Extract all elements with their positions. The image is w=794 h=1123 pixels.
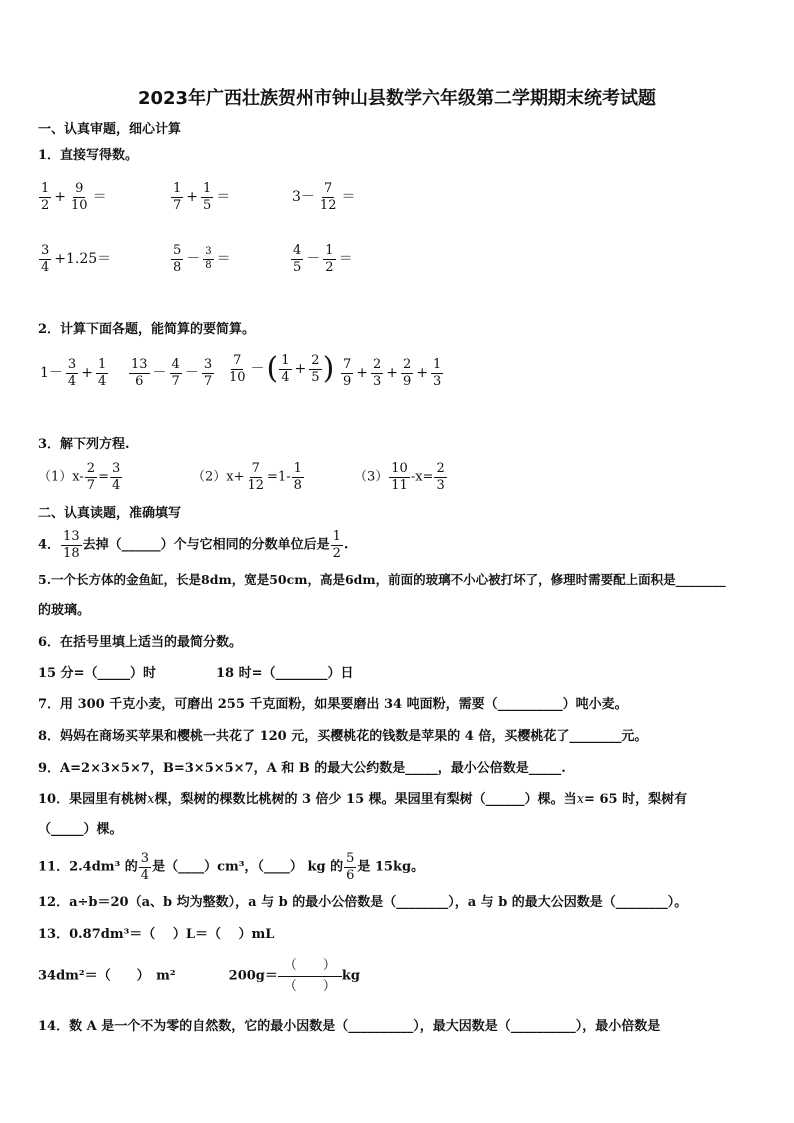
question-12: 12．a÷b＝20（a、b 均为整数），a 与 b 的最小公倍数是（________），a 与 b 的最大公因数是（________）。 xyxy=(38,895,688,910)
q2-expr-4: $\frac{7}{9}$ + $\frac{2}{3}$ + $\frac{2}{9}$ + $\frac{1}{3}$ xyxy=(343,357,442,389)
question-6-a: 15 分=（_____）时 xyxy=(38,666,157,681)
question-11: 11．2.4dm³ 的 $\frac{3}{4}$ 是（____）cm³，（____） kg 的 $\frac{5}{6}$ 是 15kg。 xyxy=(38,851,425,883)
question-2-label: 2．计算下面各题，能简算的要简算。 xyxy=(38,322,256,337)
question-14: 14．数 A 是一个不为零的自然数，它的最小因数是（__________），最大因数是（__________），最小倍数是 xyxy=(38,1019,661,1034)
question-13-line-1: 13．0.87dm³＝（ ）L＝（ ）mL xyxy=(38,927,275,942)
q1-item-3: 3－ $\frac{7}{12}$ ＝ xyxy=(292,181,356,213)
q3-equation-3: （3） $\frac{10}{11}$ -x= $\frac{2}{3}$ xyxy=(354,461,445,493)
question-3-label: 3．解下列方程. xyxy=(38,437,130,452)
q1-item-4: $\frac{3}{4}$ +1.25＝ xyxy=(41,243,112,275)
q2-expr-3: $\frac{7}{10}$ －( $\frac{1}{4}$ + $\frac{2}{5}$ ) xyxy=(229,351,335,387)
question-8: 8．妈妈在商场买苹果和樱桃一共花了 120 元，买樱桃花的钱数是苹果的 4 倍，买樱桃花了________元。 xyxy=(38,729,648,744)
q2-expr-1: 1－ $\frac{3}{4}$ + $\frac{1}{4}$ xyxy=(40,357,107,389)
q1-item-6: $\frac{4}{5}$ － $\frac{1}{2}$ ＝ xyxy=(293,243,353,275)
question-4: 4． $\frac{13}{18}$ 去掉（______）个与它相同的分数单位后是 $\frac{1}{2}$ . xyxy=(38,529,349,561)
question-10-line-1: 10．果园里有桃树x棵，梨树的棵数比桃树的 3 倍少 15 棵。果园里有梨树（______）棵。当x= 65 时，梨树有 xyxy=(38,792,688,807)
q1-item-5: $\frac{5}{8}$ － $\frac{3}{8}$ ＝ xyxy=(173,243,231,275)
question-6-label: 6．在括号里填上适当的最简分数。 xyxy=(38,635,243,650)
question-5-line-1: 5.一个长方体的金鱼缸，长是8dm，宽是50cm，高是6dm，前面的玻璃不小心被打坏了，修理时需要配上面积是________ xyxy=(38,572,726,587)
question-7: 7．用 300 千克小麦，可磨出 255 千克面粉，如果要磨出 34 吨面粉，需要（__________）吨小麦。 xyxy=(38,697,628,712)
question-6-b: 18 时=（________）日 xyxy=(216,666,354,681)
question-10-line-2: （_____）棵。 xyxy=(38,822,123,837)
q3-equation-2: （2）x+ $\frac{7}{12}$ =1- $\frac{1}{8}$ xyxy=(192,461,302,493)
section-heading-1: 一、认真审题，细心计算 xyxy=(38,122,182,137)
q1-item-1: $\frac{1}{2}$ + $\frac{9}{10}$ ＝ xyxy=(41,181,107,213)
q3-equation-1: （1）x- $\frac{2}{7}$ = $\frac{3}{4}$ xyxy=(38,461,121,493)
question-13-line-2: 34dm²＝（ ） m² 200g＝ （ ） （ ） kg xyxy=(38,958,361,994)
question-9: 9．A=2×3×5×7，B=3×5×5×7，A 和 B 的最大公约数是_____，最小公倍数是_____. xyxy=(38,761,566,776)
question-5-line-2: 的玻璃。 xyxy=(38,603,91,618)
q1-item-2: $\frac{1}{7}$ + $\frac{1}{5}$ ＝ xyxy=(173,181,231,213)
q2-expr-2: $\frac{13}{6}$ － $\frac{4}{7}$ － $\frac{3}{7}$ xyxy=(131,357,213,389)
section-heading-2: 二、认真读题，准确填写 xyxy=(38,506,182,521)
question-1-label: 1．直接写得数。 xyxy=(38,148,139,163)
page-title: 2023年广西壮族贺州市钟山县数学六年级第二学期期末统考试题 xyxy=(137,88,657,109)
